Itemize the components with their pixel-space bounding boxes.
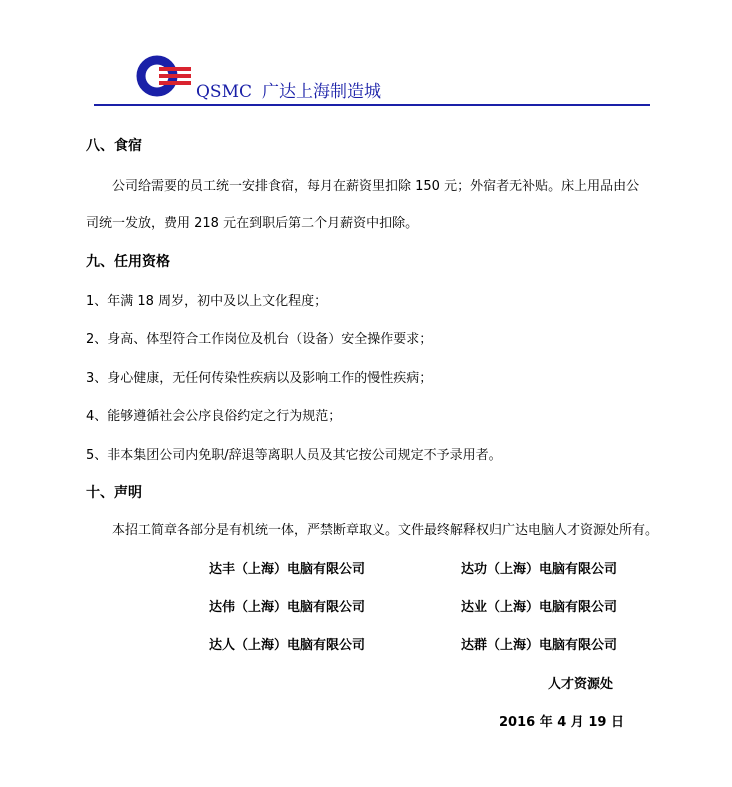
company-name: 达伟（上海）电脑有限公司 [209, 600, 366, 615]
company-name: 达功（上海）电脑有限公司 [461, 562, 618, 577]
list-item: 1、年满 18 周岁，初中及以上文化程度； [86, 294, 328, 309]
section8-para-line2: 司统一发放，费用 218 元在到职后第二个月薪资中扣除。 [86, 216, 419, 231]
section8-para-line1: 公司给需要的员工统一安排食宿，每月在薪资里扣除 150 元；外宿者无补贴。床上用品由公 [112, 179, 640, 194]
brand-en: QSMC [196, 82, 252, 102]
company-name: 达群（上海）电脑有限公司 [461, 638, 618, 653]
section8-title: 八、食宿 [86, 138, 142, 154]
signature-dept: 人才资源处 [548, 677, 614, 692]
section10-para: 本招工简章各部分是有机统一体，严禁断章取义。文件最终解释权归广达电脑人才资源处所有。 [112, 523, 659, 538]
list-item: 2、身高、体型符合工作岗位及机台（设备）安全操作要求； [86, 332, 433, 347]
list-item: 5、非本集团公司内免职/辞退等离职人员及其它按公司规定不予录用者。 [86, 448, 502, 463]
company-name: 达丰（上海）电脑有限公司 [209, 562, 366, 577]
qsmc-logo-icon [135, 52, 191, 100]
company-name: 达业（上海）电脑有限公司 [461, 600, 618, 615]
brand-name [196, 77, 381, 102]
section10-title: 十、声明 [86, 485, 142, 501]
company-name: 达人（上海）电脑有限公司 [209, 638, 366, 653]
list-item: 4、能够遵循社会公序良俗约定之行为规范； [86, 409, 342, 424]
signature-date: 2016 年 4 月 19 日 [499, 715, 624, 730]
list-item: 3、身心健康，无任何传染性疾病以及影响工作的慢性疾病； [86, 371, 433, 386]
brand-cn: 广达上海制造城 [262, 82, 381, 102]
header-rule [94, 104, 650, 106]
section9-title: 九、任用资格 [86, 254, 170, 270]
